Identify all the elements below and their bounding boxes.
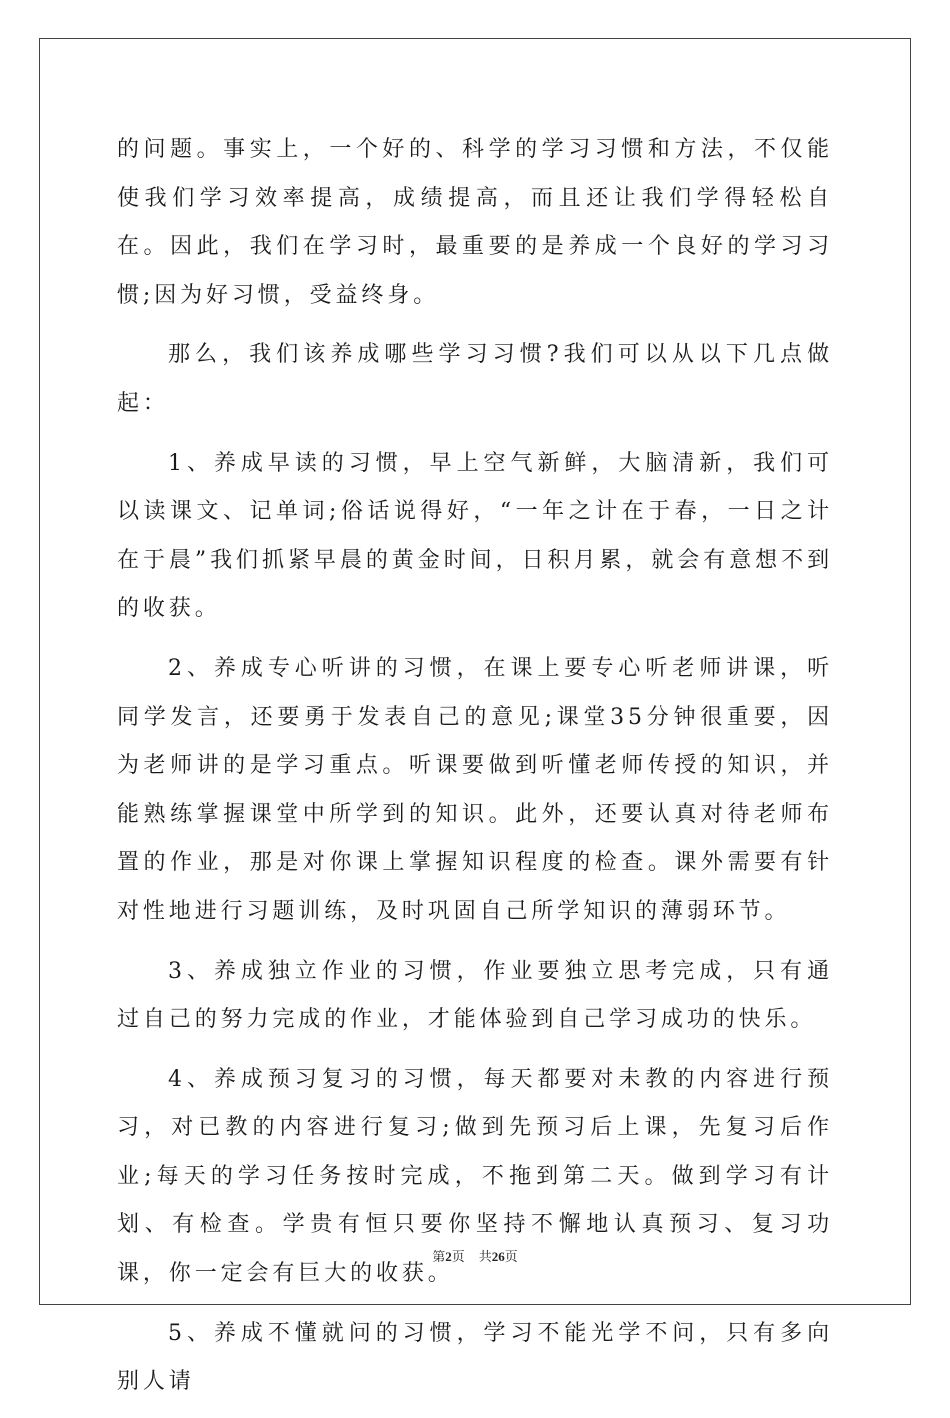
document-body bbox=[117, 126, 833, 1418]
page-footer bbox=[0, 1246, 950, 1265]
paragraph-1: 的问题。事实上，一个好的、科学的学习习惯和方法，不仅能使我们学习效率提高，成绩提高，而且还让我们学得轻松自在。因此，我们在学习时，最重要的是养成一个良好的学习习惯;因为好习惯，受益终身。 bbox=[117, 137, 833, 308]
paragraph-7: 5、养成不懂就问的习惯，学习不能光学不问，只有多向别人请 bbox=[117, 1320, 833, 1395]
page-prefix: 第 bbox=[432, 1250, 446, 1265]
page-suffix: 页 bbox=[451, 1250, 465, 1265]
page-total: 26 bbox=[491, 1249, 505, 1264]
total-prefix: 共 bbox=[478, 1250, 492, 1265]
total-suffix: 页 bbox=[504, 1250, 518, 1265]
page-number: 2 bbox=[445, 1249, 452, 1264]
paragraph-2: 那么，我们该养成哪些学习习惯?我们可以从以下几点做起： bbox=[117, 342, 833, 416]
paragraph-5: 3、养成独立作业的习惯，作业要独立思考完成，只有通过自己的努力完成的作业，才能体验到自己学习成功的快乐。 bbox=[117, 958, 833, 1033]
paragraph-3: 1、养成早读的习惯，早上空气新鲜，大脑清新，我们可以读课文、记单词;俗话说得好，“一年之计在于春，一日之计在于晨”我们抓紧早晨的黄金时间，日积月累，就会有意想不到的收获。 bbox=[117, 450, 833, 622]
paragraph-4: 2、养成专心听讲的习惯，在课上要专心听老师讲课，听同学发言，还要勇于发表自己的意见;课堂35分钟很重要，因为老师讲的是学习重点。听课要做到听懂老师传授的知识，并能熟练掌握课堂中所学到的知识。此外，还要认真对待老师布置的作业，那是对你课上掌握知识程度的检查。课外需要有针对性地进行习题训练，及时巩固自己所学知识的薄弱环节。 bbox=[117, 655, 833, 924]
paragraph-6: 4、养成预习复习的习惯，每天都要对未教的内容进行预习，对已教的内容进行复习;做到先预习后上课，先复习后作业;每天的学习任务按时完成，不拖到第二天。做到学习有计划、有检查。学贵有恒只要你坚持不懈地认真预习、复习功课，你一定会有巨大的收获。 bbox=[117, 1066, 833, 1287]
